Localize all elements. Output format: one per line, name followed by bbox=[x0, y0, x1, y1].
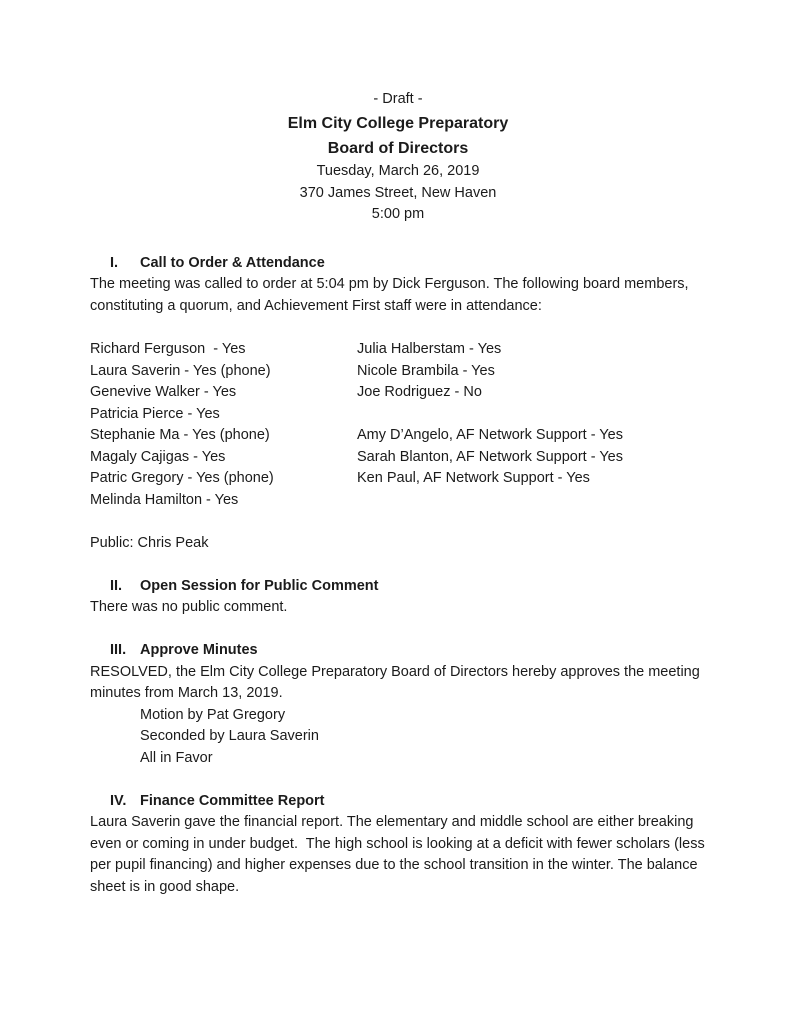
section-heading-approve-minutes bbox=[90, 640, 706, 662]
section-open-session bbox=[90, 576, 706, 619]
document-subtitle: Board of Directors bbox=[327, 140, 469, 157]
section-numeral: II. bbox=[110, 577, 123, 594]
document-title: Elm City College Preparatory bbox=[287, 115, 509, 132]
draft-label: - Draft - bbox=[373, 91, 423, 107]
section-heading-text: Approve Minutes bbox=[140, 642, 258, 658]
attendee-entry: Stephanie Ma - Yes (phone) bbox=[90, 427, 270, 443]
open-session-body: There was no public comment. bbox=[90, 599, 288, 615]
section-heading-call-to-order bbox=[90, 253, 706, 275]
attendee-entry: Melinda Hamilton - Yes bbox=[90, 491, 239, 508]
section-finance-report bbox=[90, 791, 709, 899]
motion-record bbox=[90, 705, 706, 770]
section-call-to-order bbox=[90, 253, 706, 318]
section-heading-text: Finance Committee Report bbox=[140, 792, 325, 809]
attendee-entry bbox=[357, 490, 706, 512]
attendee-entry: Richard Ferguson - Yes bbox=[90, 341, 246, 357]
attendee-entry: Genevive Walker - Yes bbox=[90, 384, 237, 400]
motion-line: Motion by Pat Gregory bbox=[140, 706, 286, 723]
section-heading-open-session bbox=[90, 576, 706, 598]
section-heading-text: Open Session for Public Comment bbox=[140, 577, 379, 594]
finance-report-body: Laura Saverin gave the financial report. The elementary and middle school are either breaking even or coming in under budget. The high school is looking at a deficit with fewer scholars (less per pupil financing) and higher expenses due to the school transition in the winter. The balance sheet is in good shape. bbox=[90, 814, 709, 895]
attendee-entry: Amy D’Angelo, AF Network Support - Yes bbox=[357, 427, 623, 443]
section-heading-text: Call to Order & Attendance bbox=[140, 254, 325, 271]
meeting-date: Tuesday, March 26, 2019 bbox=[316, 163, 480, 179]
document-header bbox=[90, 88, 706, 226]
attendee-entry: Joe Rodriguez - No bbox=[357, 384, 482, 400]
attendee-entry: Ken Paul, AF Network Support - Yes bbox=[357, 470, 590, 486]
call-to-order-body: The meeting was called to order at 5:04 pm by Dick Ferguson. The following board members, constituting a quorum, and Achievement First staff were in attendance: bbox=[90, 276, 693, 314]
motion-line: All in Favor bbox=[140, 749, 213, 766]
section-approve-minutes bbox=[90, 640, 706, 769]
section-numeral: I. bbox=[110, 254, 119, 271]
attendee-entry: Patricia Pierce - Yes bbox=[90, 405, 220, 422]
attendance-list bbox=[90, 339, 706, 511]
attendee-entry: Patric Gregory - Yes (phone) bbox=[90, 470, 274, 486]
meeting-time: 5:00 pm bbox=[371, 206, 425, 222]
section-numeral: IV. bbox=[110, 792, 127, 809]
attendee-entry: Sarah Blanton, AF Network Support - Yes bbox=[357, 448, 623, 465]
public-attendee-line: Public: Chris Peak bbox=[90, 534, 209, 551]
attendee-entry bbox=[357, 404, 706, 426]
attendee-entry: Magaly Cajigas - Yes bbox=[90, 448, 226, 465]
meeting-address: 370 James Street, New Haven bbox=[299, 184, 497, 201]
attendee-entry: Laura Saverin - Yes (phone) bbox=[90, 362, 271, 379]
section-heading-finance-report bbox=[90, 791, 706, 813]
section-numeral: III. bbox=[110, 642, 127, 658]
approve-minutes-body: RESOLVED, the Elm City College Preparatory Board of Directors hereby approves the meeting minutes from March 13, 2019. bbox=[90, 663, 704, 701]
attendee-entry: Nicole Brambila - Yes bbox=[357, 362, 495, 379]
motion-line: Seconded by Laura Saverin bbox=[140, 728, 319, 744]
attendee-entry: Julia Halberstam - Yes bbox=[357, 341, 502, 357]
